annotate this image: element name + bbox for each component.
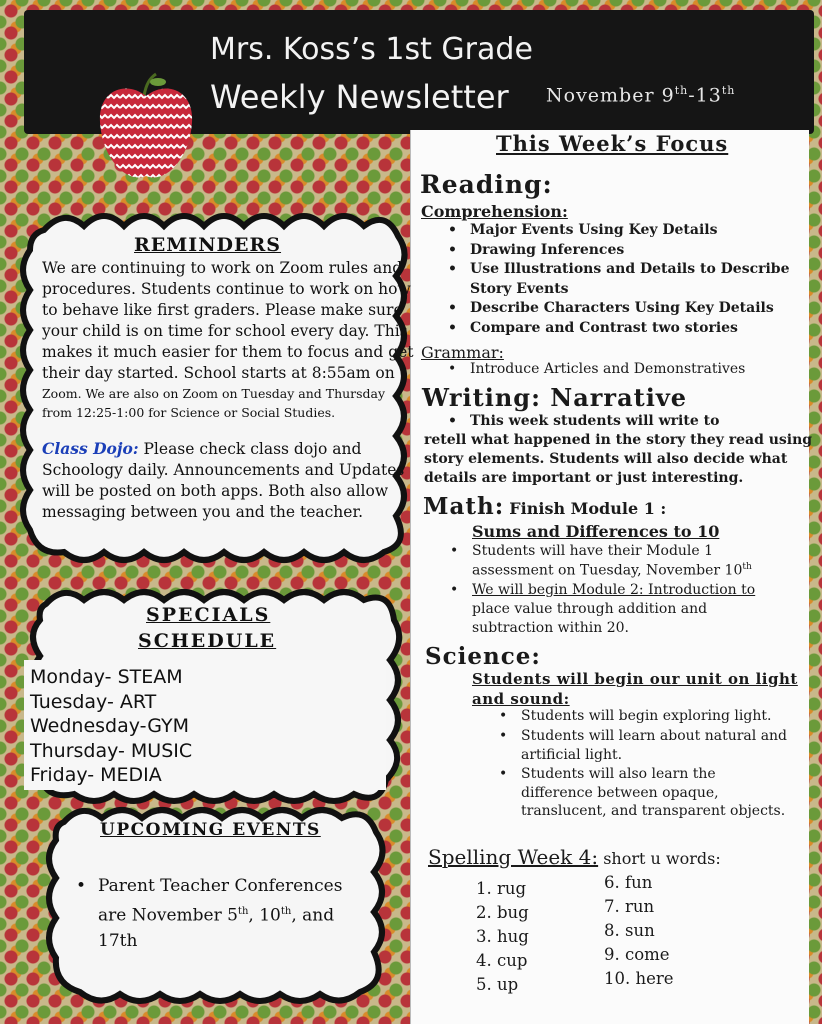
- specials-title-line1: SPECIALS: [146, 604, 271, 626]
- specials-item: Thursday- MUSIC: [30, 740, 193, 762]
- science-item-cont: difference between opaque,: [521, 785, 719, 801]
- spelling-col1: [476, 877, 529, 997]
- spelling-word: 7. run: [604, 897, 655, 916]
- page-title-line2: Weekly Newsletter: [210, 78, 509, 116]
- reminders-body: We are continuing to work on Zoom rules and procedures. Students continue to work on how to behave like first graders. Please make sure your child is on time for school every day. This makes it much easier for them to focus and get their day started. School starts at 8:55am on Zoom. We are also on Zoom on Tuesday and Thursday from 12:25-1:00 for Science or Social Studies. Class Dojo: Please check class dojo and Schoology daily. Announcements and Updates will be posted on both apps. Both also allow messaging between you and the teacher.: [42, 259, 414, 521]
- science-heading: Science:: [425, 643, 541, 670]
- class-dojo-label: Class Dojo:: [42, 439, 139, 458]
- spelling-word: 2. bug: [476, 903, 529, 922]
- spelling-word: 6. fun: [604, 873, 653, 892]
- spelling-word: 10. here: [604, 969, 674, 988]
- writing-line: story elements. Students will also decide what: [424, 451, 788, 467]
- week-date: November 9th-13th: [546, 84, 736, 107]
- spelling-word: 3. hug: [476, 927, 529, 946]
- comprehension-label: Comprehension:: [421, 202, 568, 221]
- science-item: • Students will begin exploring light.: [521, 708, 771, 724]
- page-title-line1: Mrs. Koss’s 1st Grade: [210, 32, 533, 67]
- math-heading: Math: Finish Module 1 :: [423, 493, 667, 520]
- specials-item: Monday- STEAM: [30, 666, 183, 688]
- science-item-cont: translucent, and transparent objects.: [521, 803, 786, 819]
- writing-line: • This week students will write to: [470, 413, 719, 429]
- list-item-cont: Story Events: [470, 281, 569, 297]
- writing-line: retell what happened in the story they read using: [424, 432, 813, 448]
- specials-item: Wednesday-GYM: [30, 715, 189, 737]
- spelling-word: 8. sun: [604, 921, 655, 940]
- events-title: UPCOMING EVENTS: [100, 820, 321, 840]
- list-item: • Major Events Using Key Details: [470, 222, 717, 238]
- science-sub: Students will begin our unit on light: [472, 670, 798, 688]
- reminders-title: REMINDERS: [134, 234, 282, 256]
- science-item: • Students will learn about natural and: [521, 728, 787, 744]
- list-item: • Describe Characters Using Key Details: [470, 300, 774, 316]
- focus-title: This Week’s Focus: [496, 131, 729, 156]
- spelling-col2: [604, 871, 674, 991]
- spelling-word: 4. cup: [476, 951, 528, 970]
- specials-list: [24, 660, 386, 790]
- math-item: • Students will have their Module 1: [472, 543, 713, 559]
- writing-line: details are important or just interesting.: [424, 470, 744, 486]
- writing-heading: Writing: Narrative: [422, 383, 688, 412]
- science-sub: and sound:: [472, 690, 570, 708]
- spelling-word: 9. come: [604, 945, 670, 964]
- science-item-cont: artificial light.: [521, 747, 623, 763]
- math-item-cont: place value through addition and: [472, 601, 708, 617]
- math-item: • We will begin Module 2: Introduction to: [472, 582, 755, 598]
- math-item-cont: assessment on Tuesday, November 10th: [472, 562, 752, 579]
- spelling-heading: Spelling Week 4: short u words:: [428, 845, 721, 869]
- grammar-label: Grammar:: [421, 343, 504, 362]
- spelling-word: 5. up: [476, 975, 519, 994]
- reading-heading: Reading:: [420, 170, 553, 199]
- apple-icon: [96, 72, 196, 190]
- math-sub: Sums and Differences to 10: [472, 522, 720, 541]
- specials-item: Tuesday- ART: [30, 691, 157, 713]
- list-item: • Introduce Articles and Demonstratives: [470, 361, 745, 377]
- math-item-cont: subtraction within 20.: [472, 620, 629, 636]
- events-body: • Parent Teacher Conferences are November 5th, 10th, and 17th: [76, 876, 343, 951]
- list-item: • Drawing Inferences: [470, 242, 624, 258]
- specials-item: Friday- MEDIA: [30, 764, 162, 786]
- specials-title-line2: SCHEDULE: [138, 630, 277, 652]
- list-item: • Use Illustrations and Details to Describe: [470, 261, 790, 277]
- science-item: • Students will also learn the: [521, 766, 716, 782]
- list-item: • Compare and Contrast two stories: [470, 320, 738, 336]
- spelling-word: 1. rug: [476, 879, 527, 898]
